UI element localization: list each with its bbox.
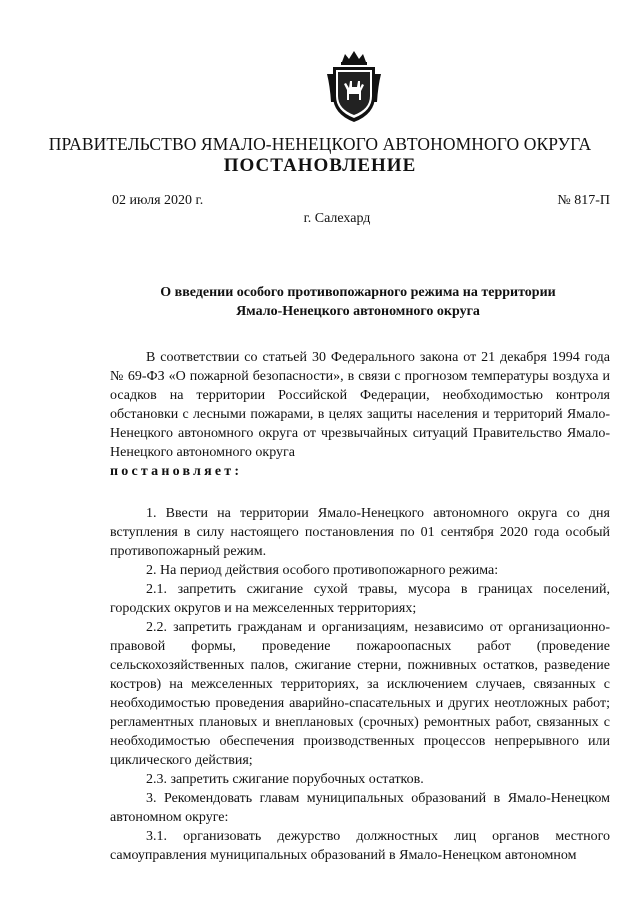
heading-line-2: Ямало-Ненецкого автономного округа: [236, 304, 480, 319]
heading-line-1: О введении особого противопожарного режима на территории: [160, 285, 556, 300]
decree-word: постановляет:: [110, 464, 243, 479]
item-2-paragraph: 2. На период действия особого противопожарного режима:: [146, 563, 499, 578]
preamble-paragraph: [110, 348, 610, 481]
item-1-paragraph: 1. Ввести на территории Ямало-Ненецкого автономного округа со дня вступления в силу настоящего постановления по 01 сентября 2020 года особый противопожарный режим.: [110, 506, 610, 559]
document-number: № 817-П: [557, 193, 610, 208]
preamble-text: В соответствии со статьей 30 Федерального закона от 21 декабря 1994 года № 69-ФЗ «О пожарной безопасности», в связи с прогнозом температуры воздуха и осадков на территории Российской Федерации, необходимостью контроля обстановки с лесными пожарами, в целях защиты населения и территорий Ямало-Ненецкого автономного округа от чрезвычайных ситуаций Правительство Ямало-Ненецкого автономного округа: [110, 350, 610, 460]
document-type-title: ПОСТАНОВЛЕНИЕ: [223, 155, 417, 176]
coat-of-arms-icon: [325, 50, 383, 126]
item-3-paragraph: 3. Рекомендовать главам муниципальных образований в Ямало-Ненецком автономном округе:: [110, 791, 610, 825]
item-2-2-paragraph: 2.2. запретить гражданам и организациям, независимо от организационно-правовой формы, проведение пожароопасных работ (проведение сельскохозяйственных палов, сжигание стерни, пожнивных остатков, разведение костров) на межселенных территориях, за исключением случаев, связанных с необходимостью проведения аварийно-спасательных и других неотложных работ; регламентных плановых и внеплановых (срочных) ремонтных работ, связанных с необходимостью обеспечения производственных процессов непрерывного или циклического действия;: [110, 620, 610, 768]
document-city: г. Салехард: [303, 211, 371, 226]
document-heading: [110, 283, 606, 321]
item-2-1-paragraph: 2.1. запретить сжигание сухой травы, мусора в границах поселений, городских округов и на межселенных территориях;: [110, 582, 610, 616]
document-date: 02 июля 2020 г.: [112, 193, 204, 208]
document-body: [110, 348, 610, 865]
government-name: ПРАВИТЕЛЬСТВО ЯМАЛО-НЕНЕЦКОГО АВТОНОМНОГО ОКРУГА: [48, 134, 592, 154]
item-2-3-paragraph: 2.3. запретить сжигание порубочных остатков.: [146, 772, 424, 787]
item-3-1-paragraph: 3.1. организовать дежурство должностных лиц органов местного самоуправления муниципальных образований в Ямало-Ненецком автономном: [110, 829, 610, 863]
